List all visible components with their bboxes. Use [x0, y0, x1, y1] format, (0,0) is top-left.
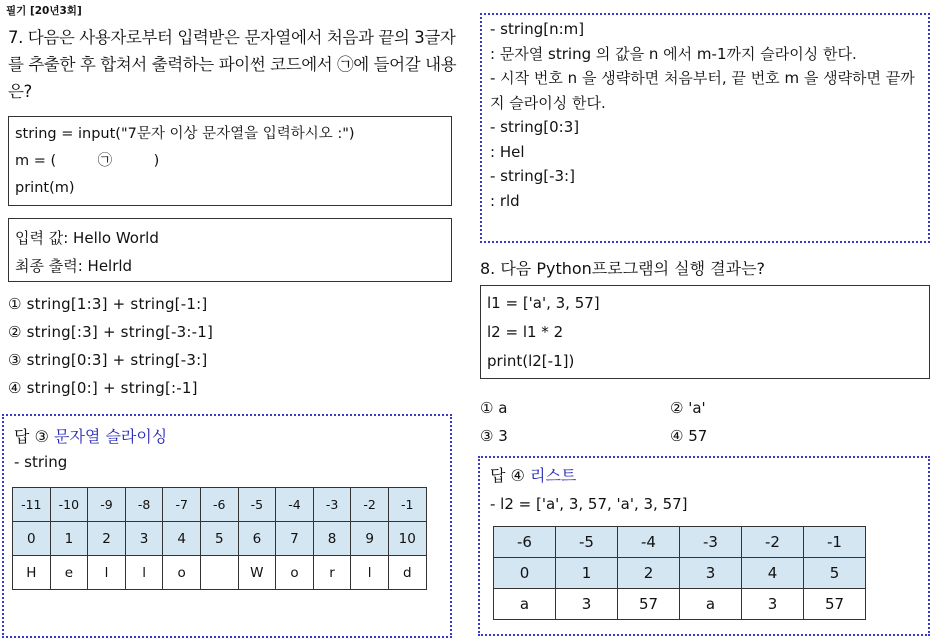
table-cell: 3: [680, 558, 742, 589]
table-cell: 0: [494, 558, 556, 589]
option-4: ④ 57: [670, 427, 708, 445]
negative-index-row: [13, 488, 427, 522]
option-3: ③ string[0:3] + string[-3:]: [8, 351, 208, 369]
note-line: - string[0:3]: [490, 118, 580, 136]
note-line: - string[n:m]: [490, 20, 585, 38]
final-output: 최종 출력: Helrld: [15, 257, 133, 275]
answer-topic: 리스트: [529, 466, 577, 485]
table-cell: 57: [618, 589, 680, 620]
table-cell: -11: [13, 488, 51, 522]
table-cell: -6: [494, 527, 556, 558]
table-cell: 3: [742, 589, 804, 620]
table-cell: a: [494, 589, 556, 620]
option-1: ① a: [480, 399, 508, 417]
table-cell: 5: [200, 522, 238, 556]
table-cell: o: [163, 556, 201, 590]
table-cell: -1: [388, 488, 426, 522]
char-row: [13, 556, 427, 590]
table-cell: -2: [351, 488, 389, 522]
table-cell: 9: [351, 522, 389, 556]
table-cell: 7: [276, 522, 314, 556]
answer-topic: 문자열 슬라이싱: [53, 427, 168, 446]
code-line: print(m): [15, 180, 75, 196]
code-line: m = ( ㉠ ): [15, 153, 160, 169]
table-cell: -4: [618, 527, 680, 558]
table-cell: 10: [388, 522, 426, 556]
question-7-text: 7. 다음은 사용자로부터 입력받은 문자열에서 처음과 끝의 3글자를 추출한 후 합쳐서 출력하는 파이썬 코드에서 ㉠에 들어갈 내용은?: [8, 28, 457, 101]
note-line: - 시작 번호 n 을 생략하면 처음부터, 끝 번호 m 을 생략하면 끝까지 슬라이싱 한다.: [490, 69, 915, 112]
option-3: ③ 3: [480, 427, 508, 445]
question-7-options: [8, 290, 213, 402]
table-cell: -4: [276, 488, 314, 522]
answer-heading: [490, 463, 918, 489]
table-cell: -5: [238, 488, 276, 522]
note-line: - string[-3:]: [490, 167, 575, 185]
string-index-table: [12, 487, 427, 590]
table-cell: r: [313, 556, 351, 590]
question-8-text: 8. 다음 Python프로그램의 실행 결과는?: [480, 259, 766, 278]
table-cell: 8: [313, 522, 351, 556]
table-cell: [200, 556, 238, 590]
table-cell: -8: [125, 488, 163, 522]
note-line: : rld: [490, 191, 520, 210]
answer-heading: [14, 424, 440, 450]
table-cell: 57: [804, 589, 866, 620]
table-cell: 0: [13, 522, 51, 556]
table-cell: 6: [238, 522, 276, 556]
exam-tag: 필기 [20년3회]: [6, 5, 82, 17]
input-value: 입력 값: Hello World: [15, 229, 159, 247]
positive-index-row: [494, 558, 866, 589]
table-cell: -9: [88, 488, 126, 522]
note-line: : Hel: [490, 142, 525, 161]
table-cell: 4: [163, 522, 201, 556]
table-cell: 2: [618, 558, 680, 589]
answer-subtitle: - string: [14, 453, 68, 471]
table-cell: W: [238, 556, 276, 590]
table-cell: -1: [804, 527, 866, 558]
table-cell: o: [276, 556, 314, 590]
list-index-table: [493, 526, 866, 620]
table-cell: 4: [742, 558, 804, 589]
table-cell: -2: [742, 527, 804, 558]
table-cell: l: [125, 556, 163, 590]
table-cell: l: [351, 556, 389, 590]
code-line: l1 = ['a', 3, 57]: [487, 294, 600, 312]
code-line: l2 = l1 * 2: [487, 323, 564, 341]
question-7-code-box: [8, 116, 452, 206]
table-cell: 3: [125, 522, 163, 556]
table-cell: l: [88, 556, 126, 590]
answer-label: 답 ③: [14, 427, 49, 446]
table-cell: a: [680, 589, 742, 620]
table-cell: 5: [804, 558, 866, 589]
negative-index-row: [494, 527, 866, 558]
option-4: ④ string[0:] + string[:-1]: [8, 379, 198, 397]
table-cell: -10: [50, 488, 88, 522]
table-cell: -3: [680, 527, 742, 558]
answer-subtitle: - l2 = ['a', 3, 57, 'a', 3, 57]: [490, 495, 688, 513]
question-7-answer-notes: [480, 13, 930, 243]
value-row: [494, 589, 866, 620]
table-cell: d: [388, 556, 426, 590]
question-8-options: [480, 394, 920, 450]
question-8-code-box: [480, 285, 930, 379]
option-2: ② 'a': [670, 399, 706, 417]
table-cell: 2: [88, 522, 126, 556]
table-cell: e: [50, 556, 88, 590]
table-cell: -6: [200, 488, 238, 522]
option-2: ② string[:3] + string[-3:-1]: [8, 323, 214, 341]
note-line: : 문자열 string 의 값을 n 에서 m-1까지 슬라이싱 한다.: [490, 44, 857, 63]
table-cell: -5: [556, 527, 618, 558]
table-cell: H: [13, 556, 51, 590]
positive-index-row: [13, 522, 427, 556]
table-cell: 3: [556, 589, 618, 620]
code-line: print(l2[-1]): [487, 352, 575, 370]
option-1: ① string[1:3] + string[-1:]: [8, 295, 208, 313]
table-cell: 1: [50, 522, 88, 556]
table-cell: -7: [163, 488, 201, 522]
table-cell: 1: [556, 558, 618, 589]
io-example-box: [8, 218, 452, 282]
answer-label: 답 ④: [490, 466, 525, 485]
table-cell: -3: [313, 488, 351, 522]
code-line: string = input("7문자 이상 문자열을 입력하시오 :"): [15, 126, 355, 142]
